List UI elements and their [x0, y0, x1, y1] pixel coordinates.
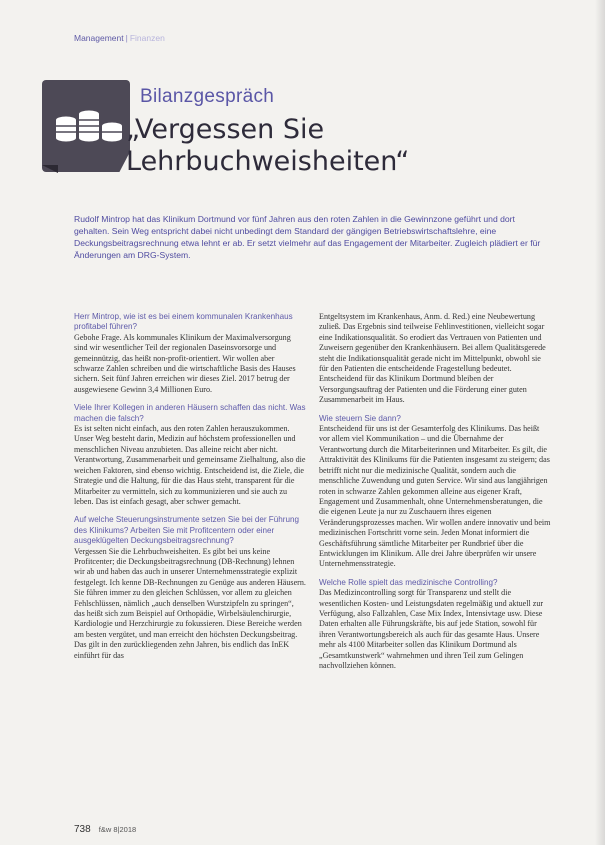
article-column-left [74, 312, 306, 669]
lead-paragraph: Rudolf Mintrop hat das Klinikum Dortmund vor fünf Jahren aus den roten Zahlen in die Gewinnzone geführt und dort gehalten. Sein Weg entspricht dabei nicht unbedingt dem Standard der gängigen Betriebswirtschaftslehre, eine Deckungsbeitragsrechnung etwa lehnt er ab. Er setzt vielmehr auf das Engagement der Mitarbeiter. Zugleich plädiert er für Änderungen am DRG-System. [74, 214, 541, 260]
section-label: Management [74, 33, 124, 43]
interview-answer: Vergessen Sie die Lehrbuchweisheiten. Es gibt bei uns keine Profitcenter; die Deckungsbeitragsrechnung (DB-Rechnung) lehnen wir ab und haben das auch in unserer Unternehmensstrategie explizit festgelegt. Ich kenne DB-Rechnungen zu Genüge aus anderen Häusern. Sie führen immer zu den gleichen Schlüssen, vor allem zu gleichen Fehlschlüssen, nämlich „auch denselben Wurstzipfeln zu springen“, das heißt sich zum Beispiel auf Orthopädie, Wirbelsäulenchirurgie, Kardiologie und Herzchirurgie zu fokussieren. Diese Bereiche werden am besten vergütet, und man erreicht den höchsten Deckungsbeitrag. Das gilt in den zurückliegenden zehn Jahren, bis endlich das InEK einführt für das [74, 546, 306, 660]
interview-question: Welche Rolle spielt das medizinische Controlling? [319, 577, 498, 587]
article-column-right [319, 312, 551, 679]
journal-name: f&w 8|2018 [98, 825, 137, 834]
interview-answer: Es ist selten nicht einfach, aus den roten Zahlen herauszukommen. Unser Weg besteht darin, Medizin auf höchstem professionellen und menschlichen Niveau anzubieten. Das alleine reicht aber nicht. Verantwortung, Zusammenarbeit und gemeinsame Zielhaltung, also die weichen Faktoren, sind ebenso wichtig. Entscheidend ist, die Ziele, die Strategie und die Haltung, für die das Haus steht, transparent für die Mitarbeiter zu vermitteln, sich zu kommunizieren und sie auch zu leben. Das ist einfach gesagt, aber schwer gemacht. [74, 424, 306, 506]
kicker: Bilanzgespräch [140, 86, 275, 107]
headline: „Vergessen Sie Lehrbuchweisheiten“ [126, 114, 410, 177]
subsection-label: Finanzen [129, 33, 165, 43]
category-tag [42, 80, 130, 172]
page-footer [74, 824, 136, 835]
interview-answer-continued: Entgeltsystem im Krankenhaus, Anm. d. Red.) eine Neubewertung zuließ. Das Ergebnis sind teilweise Fehlinvestitionen, vielleicht sogar eine Indikationsqualität. So erodiert das Vertrauen von Patienten und Zuweisern gegenüber den Krankenhäusern. Bei allem Qualitätsgerede steht die Indikationsqualität gerade nicht im Mittelpunkt, obwohl sie für den Patienten die entscheidende Fragestellung bedeutet. Entscheidend für das Klinikum Dortmund bleiben der Versorgungsauftrag der Patienten und die Förderung einer guten Zusammenarbeit im Haus. [319, 312, 546, 405]
interview-answer: Gebohe Frage. Als kommunales Klinikum der Maximalversorgung sind wir wesentlicher Teil der regionalen Daseinsvorsorge und gemeinnützig, das heißt non-profit-orientiert. Wir wollen aber schwarze Zahlen schreiben und die wirtschaftliche Basis des Hauses sichern. Seit fünf Jahren erreichen wir dieses Ziel. 2017 betrug der ausgewiesene Gewinn 3,4 Millionen Euro. [74, 332, 296, 394]
interview-question: Herr Mintrop, wie ist es bei einem kommunalen Krankenhaus profitabel führen? [74, 312, 293, 332]
coin-stacks-icon [42, 80, 130, 172]
interview-question: Viele Ihrer Kollegen in anderen Häusern schaffen das nicht. Was machen die falsch? [74, 403, 306, 423]
section-separator: | [125, 33, 128, 43]
tag-fold [42, 165, 58, 173]
interview-answer: Entscheidend für uns ist der Gesamterfolg des Klinikums. Das heißt vor allem viel Kommunikation – und die Übernahme der Verantwortung durch die Mitarbeiterinnen und Mitarbeiter. Es gilt, die Attraktivität des Klinikums für die Patienten insgesamt zu steigern; das betrifft nicht nur die medizinische Qualität, sondern auch die menschliche Zuwendung und guten Service. Wir sind aus langjährigen roten in schwarze Zahlen gekommen alleine aus eigener Kraft, Engagement und Zusammenhalt, ohne Unternehmensberatungen, die die eigenen Leute ja nur zu Zuschauern ihres eigenen Veränderungsprozesses machen. Wir wollen andere innovativ und beim medizinischen Fortschritt vorne sein. Jeden Monat informiert die Geschäftsführung sämtliche Mitarbeiter per Rundbrief über die Entwicklungen im Klinikum. Alle drei Jahre überprüfen wir unsere Unternehmensstrategie. [319, 424, 551, 569]
page-gutter-shadow [595, 0, 605, 845]
section-header [74, 33, 165, 43]
interview-question: Wie steuern Sie dann? [319, 413, 401, 423]
interview-question: Auf welche Steuerungsinstrumente setzen Sie bei der Führung des Klinikums? Arbeiten Sie mit Profitcentern oder einer ausgeklügelten Deckungsbeitragsrechnung? [74, 515, 299, 546]
interview-answer: Das Medizincontrolling sorgt für Transparenz und stellt die wesentlichen Kosten- und Leistungsdaten regelmäßig und aktuell zur Verfügung, also Fallzahlen, Case Mix Index, Intensivtage usw. Diese Daten erhalten alle Führungskräfte, bis auf jede Station, sowohl für ihren Verantwortungsbereich als auch für das gesamte Haus. Unsere mehr als 4100 Mitarbeiter sollen das Klinikum Dortmund als „Gesamtkunstwerk“ wahrnehmen und ihren Teil zum Gelingen nachvollziehen können. [319, 588, 544, 670]
page-number: 738 [74, 824, 91, 835]
